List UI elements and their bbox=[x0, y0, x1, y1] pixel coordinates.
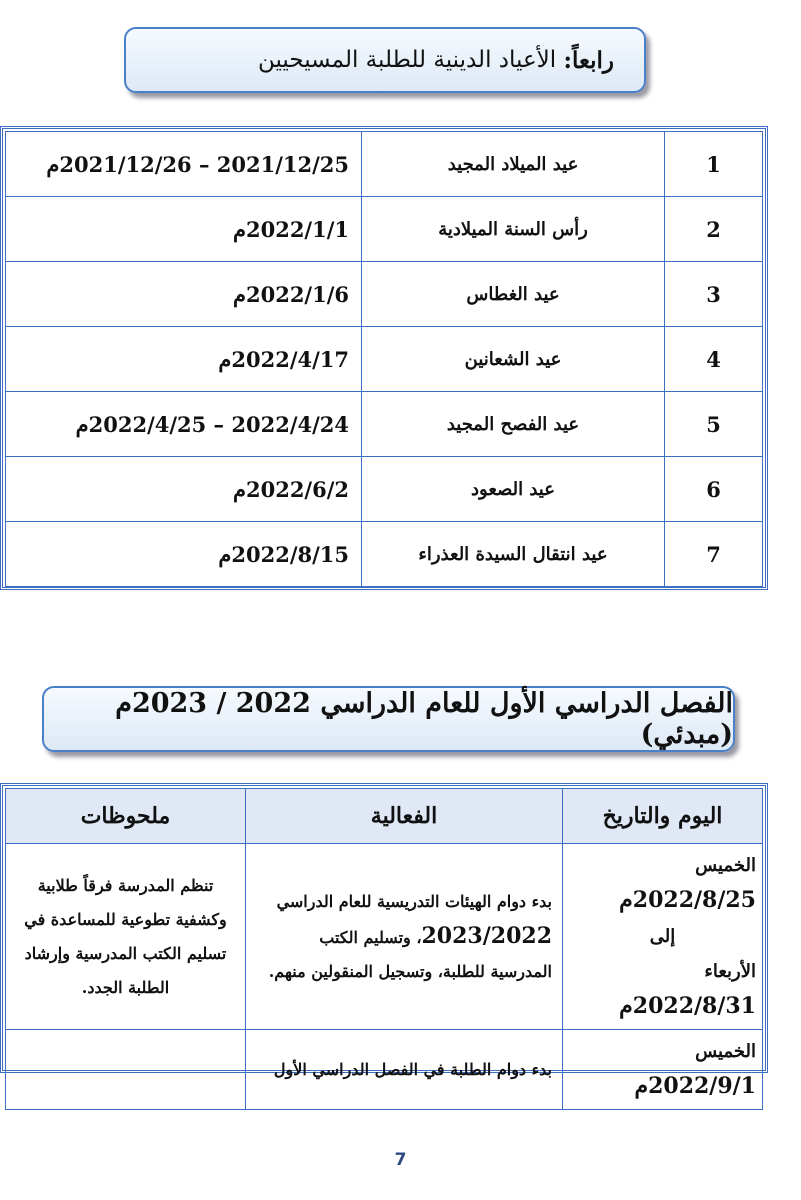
holiday-name: عيد الغطاس bbox=[362, 262, 665, 327]
schedule-activity-cell bbox=[246, 844, 563, 1030]
table-row bbox=[6, 197, 763, 262]
date-value: 2022/8/31م bbox=[619, 993, 756, 1019]
holiday-number: 6 bbox=[665, 457, 763, 522]
day-label: الأربعاء bbox=[704, 961, 756, 982]
holiday-date: 2022/4/24 – 2022/4/25م bbox=[6, 392, 362, 457]
holiday-number: 5 bbox=[665, 392, 763, 457]
table-row bbox=[6, 132, 763, 197]
holiday-number: 2 bbox=[665, 197, 763, 262]
page-number: 7 bbox=[394, 1150, 407, 1170]
schedule-notes-cell: تنظم المدرسة فرقاً طلابية وكشفية تطوعية للمساعدة في تسليم الكتب المدرسية وإرشاد الطلبة الجدد. bbox=[6, 844, 246, 1030]
header-notes: ملحوظات bbox=[6, 789, 246, 844]
holiday-name: رأس السنة الميلادية bbox=[362, 197, 665, 262]
holiday-date: 2022/6/2م bbox=[6, 457, 362, 522]
holiday-name: عيد الميلاد المجيد bbox=[362, 132, 665, 197]
holiday-number: 4 bbox=[665, 327, 763, 392]
holiday-date: 2022/8/15م bbox=[6, 522, 362, 587]
table-row bbox=[6, 327, 763, 392]
holiday-date: 2022/1/6م bbox=[6, 262, 362, 327]
schedule-activity-cell: بدء دوام الطلبة في الفصل الدراسي الأول bbox=[246, 1030, 563, 1110]
table-header-row bbox=[6, 789, 763, 844]
holiday-name: عيد الصعود bbox=[362, 457, 665, 522]
holiday-date: 2021/12/25 – 2021/12/26م bbox=[6, 132, 362, 197]
table-row bbox=[6, 457, 763, 522]
holiday-name: عيد انتقال السيدة العذراء bbox=[362, 522, 665, 587]
holiday-date: 2022/4/17م bbox=[6, 327, 362, 392]
schedule-table bbox=[0, 783, 768, 1099]
holidays-table bbox=[0, 126, 768, 590]
holiday-date: 2022/1/1م bbox=[6, 197, 362, 262]
holiday-number: 3 bbox=[665, 262, 763, 327]
schedule-notes-cell bbox=[6, 1030, 246, 1110]
day-label: الخميس bbox=[695, 855, 756, 876]
table-row bbox=[6, 262, 763, 327]
holiday-name: عيد الفصح المجيد bbox=[362, 392, 665, 457]
holiday-number: 1 bbox=[665, 132, 763, 197]
header-activity: الفعالية bbox=[246, 789, 563, 844]
date-range-to: إلى bbox=[649, 926, 676, 947]
section-title: الأعياد الدينية للطلبة المسيحيين bbox=[257, 47, 557, 73]
date-value: 2022/8/25م bbox=[619, 887, 756, 913]
holiday-number: 7 bbox=[665, 522, 763, 587]
activity-text: بدء دوام الهيئات التدريسية للعام الدراسي bbox=[276, 891, 552, 911]
schedule-date-cell bbox=[563, 1030, 763, 1110]
semester-title: الفصل الدراسي الأول للعام الدراسي 2022 / 2023م (مبدئي) bbox=[115, 688, 733, 750]
day-label: الخميس bbox=[695, 1041, 756, 1062]
date-value: 2022/9/1م bbox=[634, 1073, 756, 1099]
activity-text: ، وتسليم الكتب المدرسية للطلبة، وتسجيل المنقولين منهم. bbox=[268, 927, 552, 981]
header-date: اليوم والتاريخ bbox=[563, 789, 763, 844]
table-row bbox=[6, 844, 763, 1030]
section-prefix: رابعاً: bbox=[563, 46, 614, 74]
table-row bbox=[6, 1030, 763, 1110]
table-row bbox=[6, 522, 763, 587]
table-row bbox=[6, 392, 763, 457]
section-title-box bbox=[124, 27, 646, 93]
schedule-date-cell bbox=[563, 844, 763, 1030]
semester-title-box bbox=[42, 686, 735, 752]
academic-year: 2023/2022 bbox=[421, 922, 552, 949]
holiday-name: عيد الشعانين bbox=[362, 327, 665, 392]
